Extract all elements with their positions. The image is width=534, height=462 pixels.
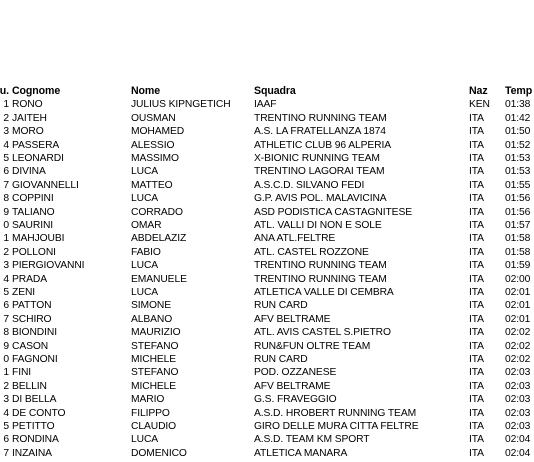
row-squadra: RUN CARD — [254, 300, 308, 312]
row-cognome: GIOVANNELLI — [12, 179, 79, 191]
row-squadra: ATL. CASTEL ROZZONE — [254, 246, 369, 258]
header-tempo: Temp — [505, 85, 533, 97]
row-naz: ITA — [469, 126, 484, 138]
table-row — [0, 393, 534, 406]
table-row — [0, 259, 534, 272]
row-tempo: 02:02 — [505, 354, 531, 365]
row-tempo: 01:58 — [505, 246, 531, 258]
row-naz: ITA — [469, 166, 484, 178]
row-cognome: PATTON — [12, 300, 52, 312]
row-squadra: POD. OZZANESE — [254, 367, 337, 379]
row-tempo: 01:42 — [505, 112, 531, 124]
row-nome: LUCA — [131, 287, 159, 298]
row-squadra: ATLETICA VALLE DI CEMBRA — [254, 287, 394, 298]
row-nome: OUSMAN — [131, 112, 176, 124]
row-naz: ITA — [469, 340, 484, 352]
row-nome: MAURIZIO — [131, 327, 181, 339]
row-position: 7 — [3, 179, 9, 191]
row-position: 5 — [3, 421, 9, 432]
table-row — [0, 433, 534, 446]
header-cognome: Cognome — [12, 85, 61, 97]
row-naz: ITA — [469, 367, 484, 379]
row-cognome: SAURINI — [12, 220, 54, 231]
row-squadra: ATLETICA MANARA — [254, 447, 348, 459]
table-row — [0, 407, 534, 420]
row-nome: MICHELE — [131, 354, 177, 365]
row-position: 4 — [3, 139, 9, 151]
table-header — [0, 85, 534, 98]
row-squadra: A.S.C.D. SILVANO FEDI — [254, 179, 365, 191]
table-row — [0, 299, 534, 312]
row-nome: LUCA — [131, 260, 159, 272]
row-position: 8 — [3, 327, 9, 339]
row-naz: KEN — [469, 99, 490, 111]
row-squadra: ATHLETIC CLUB 96 ALPERIA — [254, 139, 392, 151]
row-position: 3 — [3, 126, 9, 138]
row-cognome: CASON — [12, 340, 49, 352]
row-nome: OMAR — [131, 220, 162, 231]
row-tempo: 02:02 — [505, 327, 531, 339]
table-row — [0, 447, 534, 460]
row-naz: ITA — [469, 394, 484, 406]
row-nome: MOHAMED — [131, 126, 185, 138]
row-cognome: TALIANO — [12, 206, 55, 218]
row-cognome: DE CONTO — [12, 407, 66, 419]
row-tempo: 02:03 — [505, 407, 531, 419]
row-naz: ITA — [469, 220, 484, 231]
row-nome: MATTEO — [131, 179, 173, 191]
row-squadra: TRENTINO RUNNING TEAM — [254, 273, 387, 285]
row-position: 4 — [3, 407, 9, 419]
row-nome: FABIO — [131, 246, 161, 258]
row-naz: ITA — [469, 193, 484, 205]
row-naz: ITA — [469, 246, 484, 258]
row-nome: EMANUELE — [131, 273, 187, 285]
header-nome: Nome — [131, 85, 161, 97]
row-naz: ITA — [469, 380, 484, 392]
row-tempo: 01:55 — [505, 179, 531, 191]
row-squadra: ATL. VALLI DI NON E SOLE — [254, 220, 382, 231]
row-position: 5 — [3, 287, 9, 298]
row-tempo: 02:04 — [505, 447, 531, 459]
row-cognome: INZAINA — [12, 447, 52, 459]
row-position: 9 — [3, 340, 9, 352]
row-position: 8 — [3, 193, 9, 205]
row-tempo: 02:03 — [505, 394, 531, 406]
row-cognome: COPPINI — [12, 193, 54, 205]
row-nome: MICHELE — [131, 380, 177, 392]
table-row — [0, 152, 534, 165]
row-squadra: TRENTINO RUNNING TEAM — [254, 260, 387, 272]
row-squadra: GIRO DELLE MURA CITTA FELTRE — [254, 421, 419, 432]
row-naz: ITA — [469, 260, 484, 272]
row-nome: JULIUS KIPNGETICH — [131, 99, 231, 111]
row-squadra: A.S.D. HROBERT RUNNING TEAM — [254, 407, 417, 419]
row-tempo: 02:01 — [505, 287, 531, 298]
row-squadra: RUN&FUN OLTRE TEAM — [254, 340, 371, 352]
table-row — [0, 286, 534, 299]
row-naz: ITA — [469, 112, 484, 124]
row-tempo: 02:03 — [505, 367, 531, 379]
row-position: 9 — [3, 206, 9, 218]
row-nome: STEFANO — [131, 340, 179, 352]
row-naz: ITA — [469, 327, 484, 339]
row-naz: ITA — [469, 447, 484, 459]
row-tempo: 01:53 — [505, 166, 531, 178]
row-cognome: DI BELLA — [12, 394, 57, 406]
row-squadra: ATL. AVIS CASTEL S.PIETRO — [254, 327, 391, 339]
table-row — [0, 326, 534, 339]
row-position: 6 — [3, 434, 9, 446]
row-tempo: 01:52 — [505, 139, 531, 151]
table-row — [0, 165, 534, 178]
row-nome: CORRADO — [131, 206, 183, 218]
table-row — [0, 206, 534, 219]
row-tempo: 01:56 — [505, 193, 531, 205]
row-cognome: PETITTO — [12, 421, 55, 432]
row-nome: ALESSIO — [131, 139, 175, 151]
row-nome: MARIO — [131, 394, 165, 406]
row-squadra: ANA ATL.FELTRE — [254, 233, 336, 245]
row-tempo: 01:56 — [505, 206, 531, 218]
row-position: 1 — [3, 99, 9, 111]
table-row — [0, 366, 534, 379]
row-nome: CLAUDIO — [131, 421, 177, 432]
row-cognome: PRADA — [12, 273, 47, 285]
row-tempo: 02:03 — [505, 421, 531, 432]
row-naz: ITA — [469, 421, 484, 432]
row-cognome: JAITEH — [12, 112, 47, 124]
row-position: 3 — [3, 260, 9, 272]
row-squadra: G.S. FRAVEGGIO — [254, 394, 337, 406]
row-tempo: 01:58 — [505, 233, 531, 245]
row-naz: ITA — [469, 179, 484, 191]
row-squadra: G.P. AVIS POL. MALAVICINA — [254, 193, 387, 205]
table-row — [0, 380, 534, 393]
row-tempo: 02:00 — [505, 273, 531, 285]
table-row — [0, 179, 534, 192]
row-squadra: AFV BELTRAME — [254, 313, 331, 325]
row-naz: ITA — [469, 313, 484, 325]
row-position: 6 — [3, 300, 9, 312]
row-nome: MASSIMO — [131, 153, 179, 164]
row-cognome: RONDINA — [12, 434, 59, 446]
header-naz: Naz — [469, 85, 488, 97]
header-squadra: Squadra — [254, 85, 296, 97]
row-cognome: MAHJOUBI — [12, 233, 65, 245]
row-squadra: IAAF — [254, 99, 277, 111]
row-squadra: X-BIONIC RUNNING TEAM — [254, 153, 380, 164]
row-squadra: ASD PODISTICA CASTAGNITESE — [254, 206, 412, 218]
table-row — [0, 232, 534, 245]
row-position: 0 — [3, 354, 9, 365]
row-tempo: 01:57 — [505, 220, 531, 231]
row-squadra: TRENTINO LAGORAI TEAM — [254, 166, 385, 178]
row-cognome: DIVINA — [12, 166, 46, 178]
row-naz: ITA — [469, 434, 484, 446]
row-naz: ITA — [469, 233, 484, 245]
row-position: 4 — [3, 273, 9, 285]
row-tempo: 01:53 — [505, 153, 531, 164]
row-naz: ITA — [469, 139, 484, 151]
row-cognome: SCHIRO — [12, 313, 52, 325]
row-position: 2 — [3, 112, 9, 124]
row-naz: ITA — [469, 407, 484, 419]
row-nome: ALBANO — [131, 313, 173, 325]
row-cognome: PASSERA — [12, 139, 60, 151]
row-squadra: A.S. LA FRATELLANZA 1874 — [254, 126, 386, 138]
row-cognome: POLLONI — [12, 246, 56, 258]
table-row — [0, 340, 534, 353]
row-cognome: PIERGIOVANNI — [12, 260, 85, 272]
row-nome: STEFANO — [131, 367, 179, 379]
row-position: 3 — [3, 394, 9, 406]
row-position: 2 — [3, 246, 9, 258]
table-row — [0, 139, 534, 152]
table-row — [0, 313, 534, 326]
row-position: 0 — [3, 220, 9, 231]
row-squadra: AFV BELTRAME — [254, 380, 331, 392]
table-row — [0, 420, 534, 433]
table-row — [0, 98, 534, 111]
row-nome: LUCA — [131, 434, 159, 446]
row-cognome: MORO — [12, 126, 44, 138]
row-cognome: RONO — [12, 99, 43, 111]
row-tempo: 02:03 — [505, 380, 531, 392]
row-naz: ITA — [469, 206, 484, 218]
row-nome: LUCA — [131, 193, 159, 205]
row-squadra: TRENTINO RUNNING TEAM — [254, 112, 387, 124]
row-nome: ABDELAZIZ — [131, 233, 187, 245]
row-cognome: FINI — [12, 367, 32, 379]
row-nome: SIMONE — [131, 300, 172, 312]
row-nome: DOMENICO — [131, 447, 187, 459]
row-cognome: ZENI — [12, 287, 36, 298]
row-tempo: 01:38 — [505, 99, 531, 111]
row-position: 1 — [3, 233, 9, 245]
row-tempo: 01:59 — [505, 260, 531, 272]
row-cognome: BIONDINI — [12, 327, 57, 339]
table-row — [0, 246, 534, 259]
row-naz: ITA — [469, 287, 484, 298]
row-squadra: A.S.D. TEAM KM SPORT — [254, 434, 370, 446]
row-position: 7 — [3, 313, 9, 325]
row-cognome: LEONARDI — [12, 153, 64, 164]
table-row — [0, 273, 534, 286]
table-row — [0, 353, 534, 366]
table-row — [0, 219, 534, 232]
table-row — [0, 112, 534, 125]
row-cognome: FAGNONI — [12, 354, 58, 365]
row-tempo: 02:02 — [505, 340, 531, 352]
row-cognome: BELLIN — [12, 380, 47, 392]
row-tempo: 02:04 — [505, 434, 531, 446]
table-row — [0, 192, 534, 205]
results-sheet — [0, 85, 534, 462]
row-naz: ITA — [469, 153, 484, 164]
row-naz: ITA — [469, 273, 484, 285]
row-position: 1 — [3, 367, 9, 379]
row-naz: ITA — [469, 354, 484, 365]
row-naz: ITA — [469, 300, 484, 312]
row-position: 7 — [3, 447, 9, 459]
header-pos: u. — [0, 85, 9, 97]
row-tempo: 02:01 — [505, 313, 531, 325]
row-nome: FILIPPO — [131, 407, 170, 419]
row-position: 2 — [3, 380, 9, 392]
row-position: 6 — [3, 166, 9, 178]
row-position: 5 — [3, 153, 9, 164]
row-squadra: RUN CARD — [254, 354, 308, 365]
row-tempo: 02:01 — [505, 300, 531, 312]
table-row — [0, 125, 534, 138]
row-nome: LUCA — [131, 166, 159, 178]
row-tempo: 01:50 — [505, 126, 531, 138]
